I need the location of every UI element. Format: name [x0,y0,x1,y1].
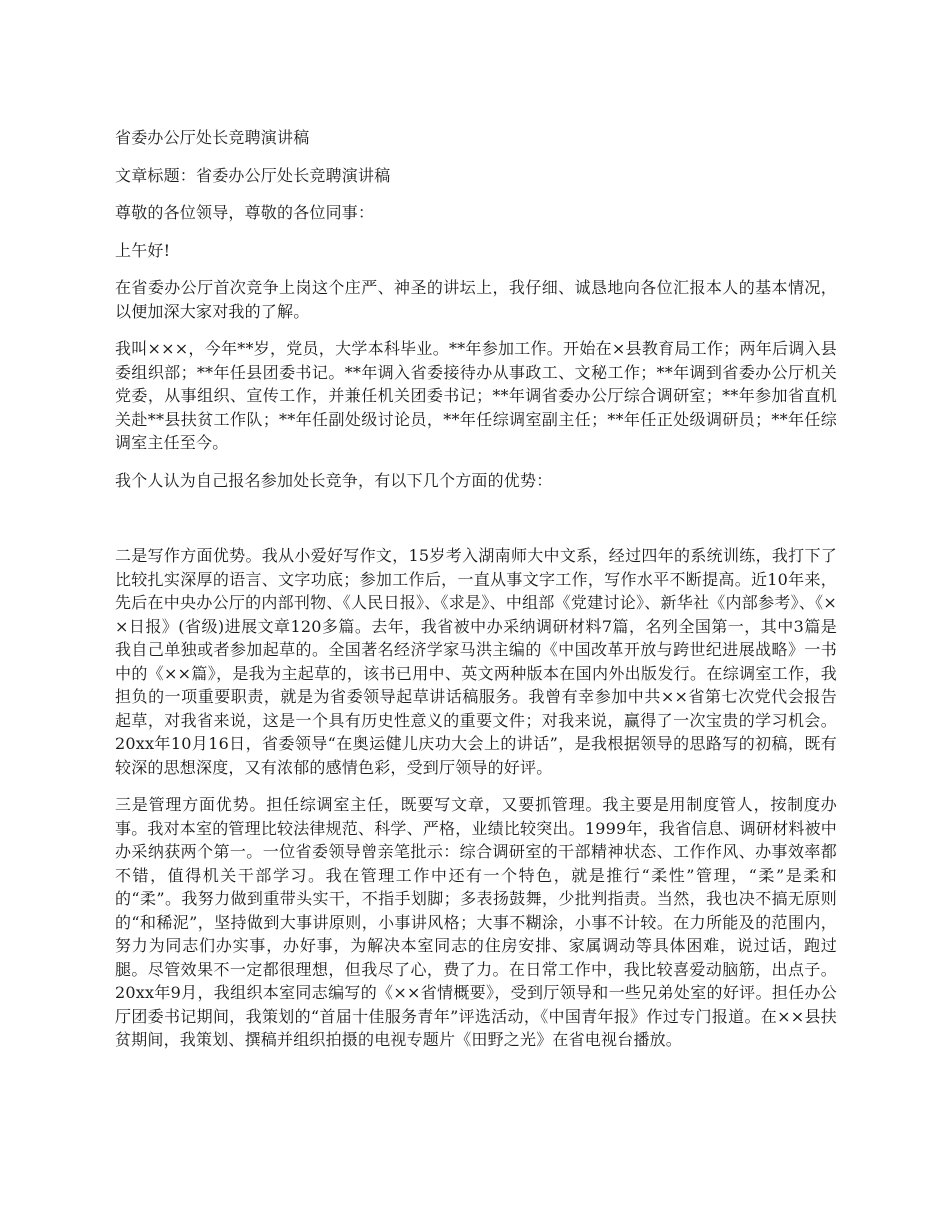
intro-paragraph: 在省委办公厅首次竞争上岗这个庄严、神圣的讲坛上，我仔细、诚恳地向各位汇报本人的基本情况，以便加深大家对我的了解。 [115,278,837,321]
document-heading: 省委办公厅处长竞聘演讲稿 [115,128,310,147]
management-advantage-paragraph: 三是管理方面优势。担任综调室主任，既要写文章，又要抓管理。我主要是用制度管人，按制度办事。我对本室的管理比较法律规范、科学、严格，业绩比较突出。1999年，我省信息、调研材料被中办采纳获两个第一。一位省委领导曾亲笔批示：综合调研室的干部精神状态、工作作风、办事效率都不错，值得机关干部学习。我在管理工作中还有一个特色，就是推行“柔性”管理，“柔”是柔和的“柔”。我努力做到重带头实干，不指手划脚；多表扬鼓舞，少批判指责。当然，我也决不搞无原则的“和稀泥”，坚持做到大事讲原则，小事讲风格；大事不糊涂，小事不计较。在力所能及的范围内，努力为同志们办实事，办好事，为解决本室同志的住房安排、家属调动等具体困难，说过话，跑过腿。尽管效果不一定都很理想，但我尽了心，费了力。在日常工作中，我比较喜爱动脑筋，出点子。20xx年9月，我组织本室同志编写的《××省情概要》，受到厅领导和一些兄弟处室的好评。担任办公厅团委书记期间，我策划的“首届十佳服务青年”评选活动，《中国青年报》作过专门报道。在××县扶贫期间，我策划、撰稿并组织拍摄的电视专题片《田野之光》在省电视台播放。 [115,795,837,1049]
advantages-intro-paragraph: 我个人认为自己报名参加处长竞争，有以下几个方面的优势： [115,470,553,490]
blank-gap [115,506,837,544]
document-page [115,126,837,1066]
writing-advantage-paragraph: 二是写作方面优势。我从小爱好写作文，15岁考入湖南师大中文系，经过四年的系统训练，我打下了比较扎实深厚的语言、文字功底；参加工作后，一直从事文字工作，写作水平不断提高。近10年来，先后在中央办公厅的内部刊物、《人民日报》、《求是》、中组部《党建讨论》、新华社《内部参考》、《××日报》(省级)进展文章120多篇。去年，我省被中办采纳调研材料7篇，名列全国第一，其中3篇是我自己单独或者参加起草的。全国著名经济学家马洪主编的《中国改革开放与跨世纪进展战略》一书中的《××篇》，是我为主起草的，该书已用中、英文两种版本在国内外出版发行。在综调室工作，我担负的一项重要职责，就是为省委领导起草讲话稿服务。我曾有幸参加中共××省第七次党代会报告起草，对我省来说，这是一个具有历史性意义的重要文件；对我来说，赢得了一次宝贵的学习机会。20xx年10月16日，省委领导“在奥运健儿庆功大会上的讲话”，是我根据领导的思路写的初稿，既有较深的思想深度，又有浓郁的感情色彩，受到厅领导的好评。 [115,546,837,777]
background-paragraph: 我叫×××，今年**岁，党员，大学本科毕业。**年参加工作。开始在×县教育局工作；两年后调入县委组织部；**年任县团委书记。**年调入省委接待办从事政工、文秘工作；**年调到省委办公厅机关党委，从事组织、宣传工作，并兼任机关团委书记；**年调省委办公厅综合调研室；**年参加省直机关赴**县扶贫工作队；**年任副处级讨论员，**年任综调室副主任；**年任正处级调研员；**年任综调室主任至今。 [115,339,837,452]
salutation: 尊敬的各位领导，尊敬的各位同事： [115,203,375,222]
greeting: 上午好! [115,240,171,260]
article-title: 文章标题：省委办公厅处长竞聘演讲稿 [115,165,391,185]
